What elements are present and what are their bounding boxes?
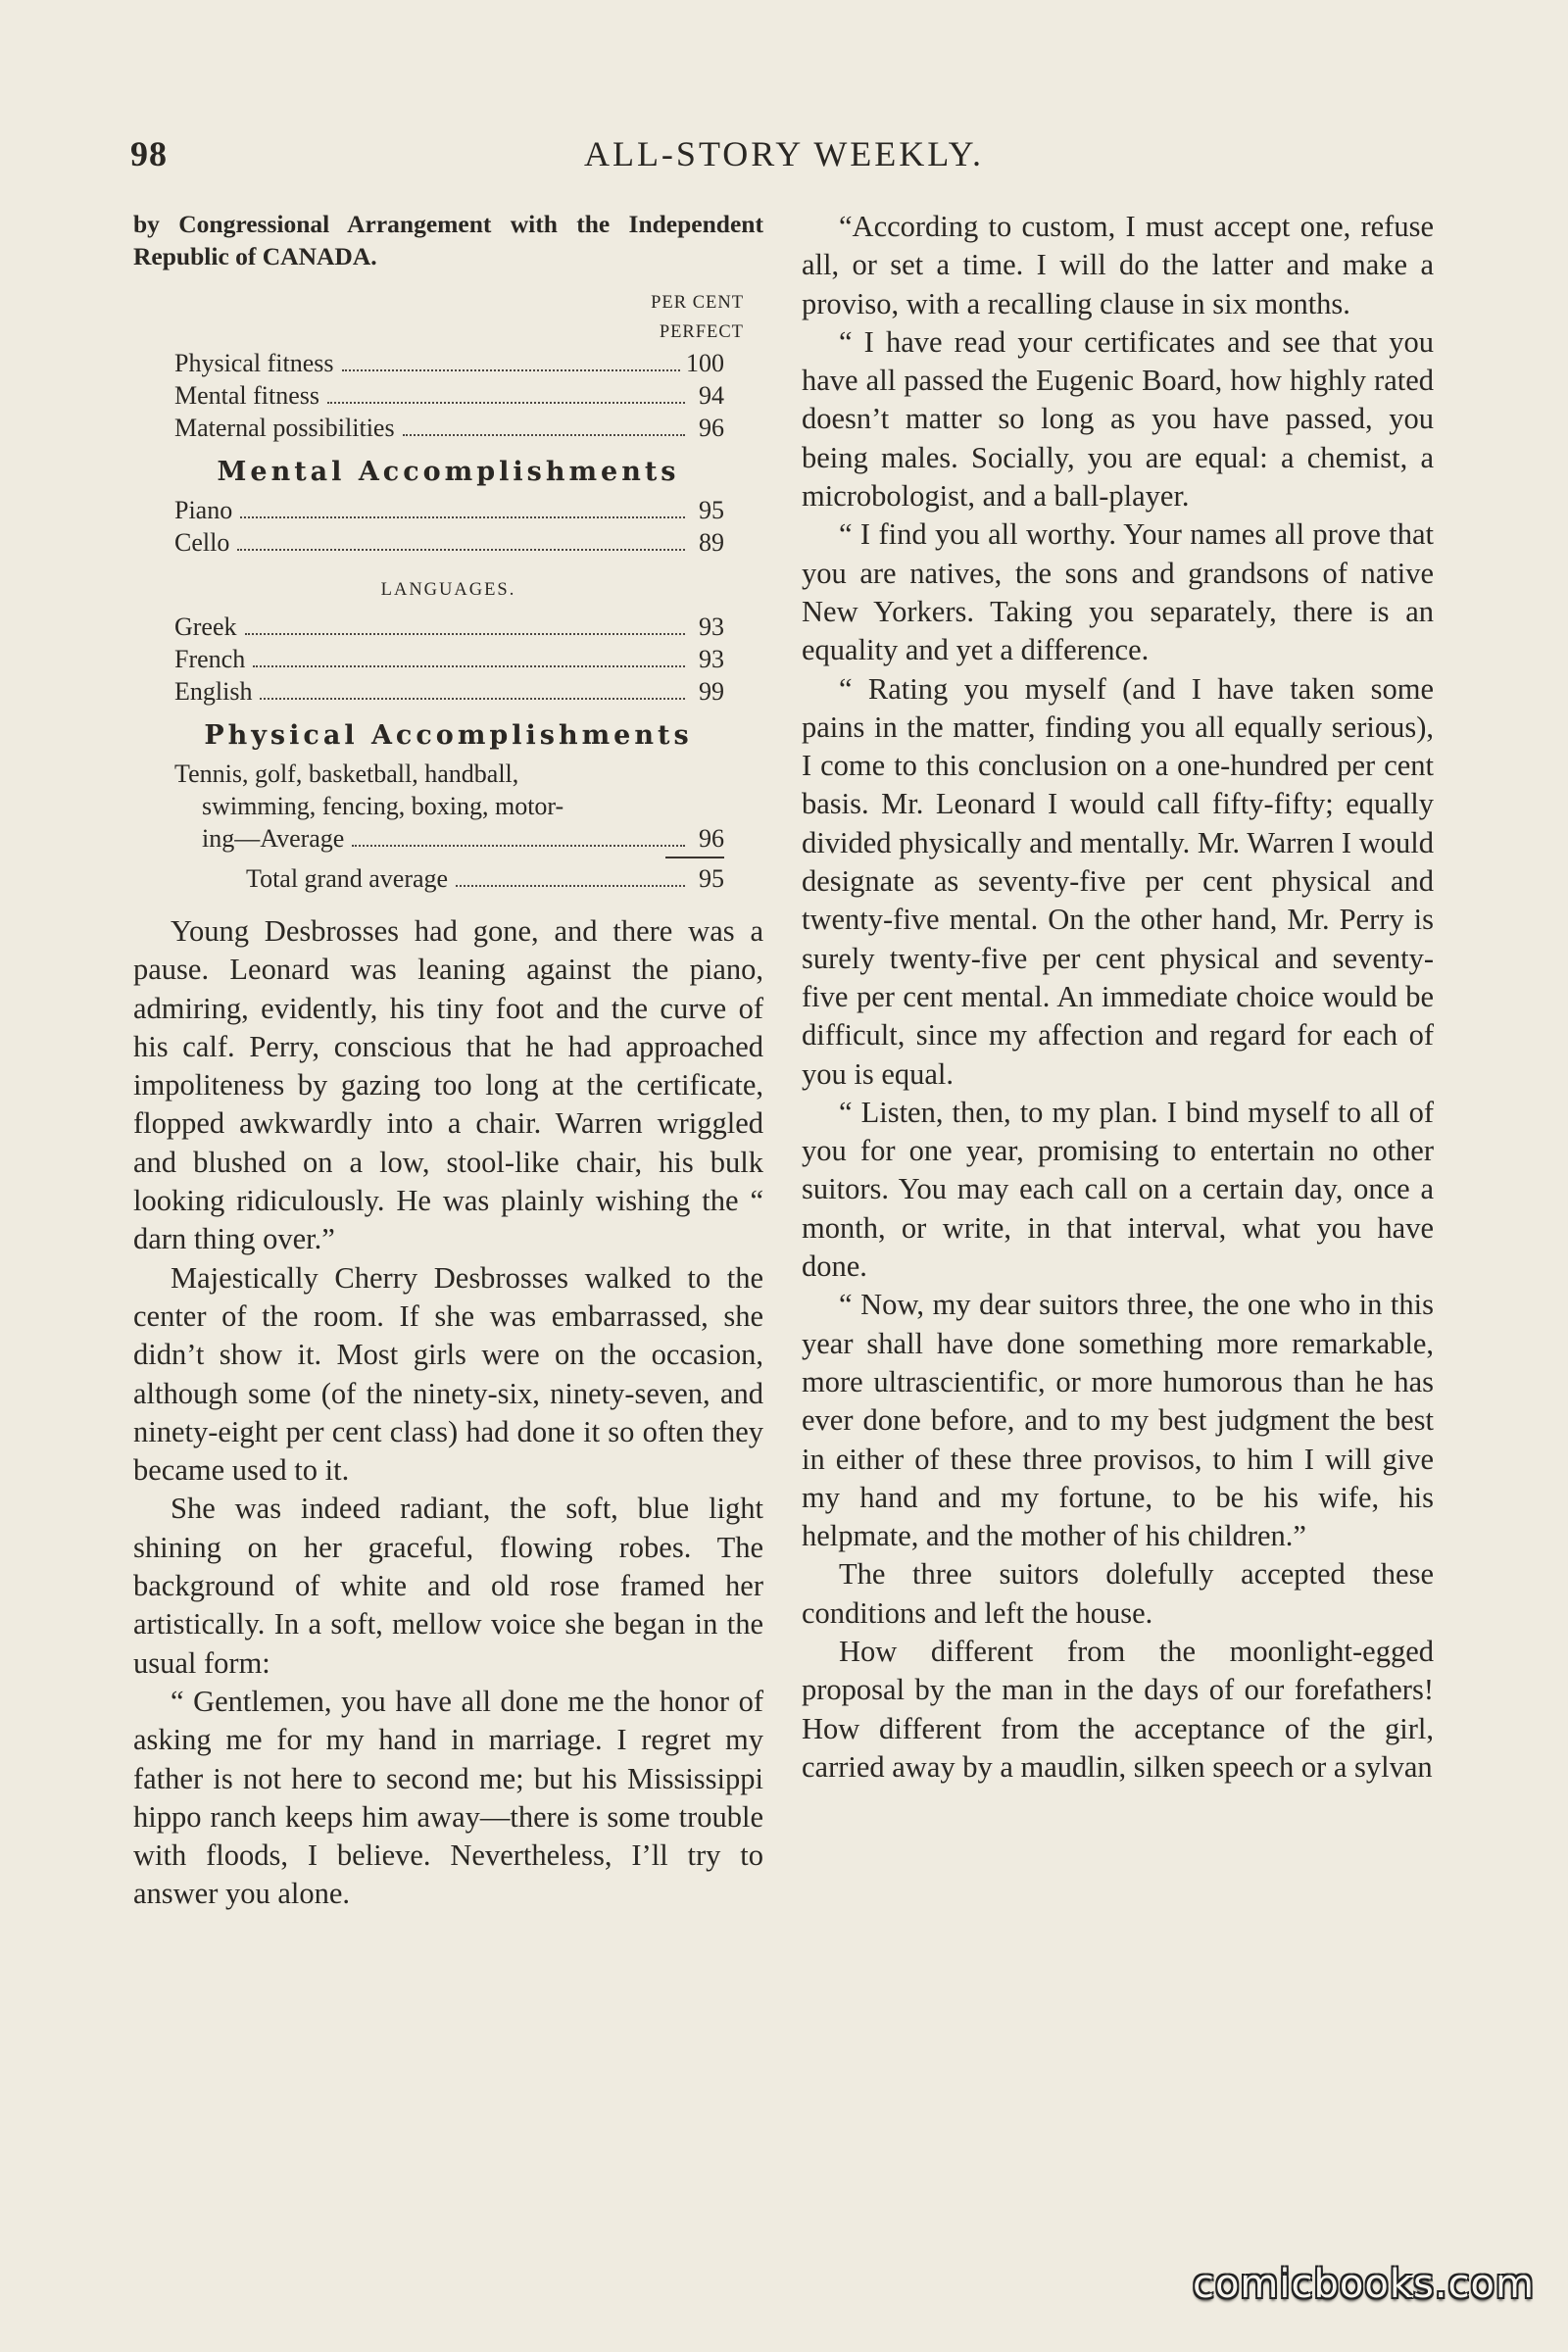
intro-text: by Congressional Arrangement with the Independent Republic of CANADA. (133, 210, 763, 270)
table-header-perfect: PERFECT (659, 322, 744, 342)
table-row: ing—Average 96 (202, 824, 724, 853)
physical-accomplishments-list: Tennis, golf, basketball, handball, swimming, fencing, boxing, motor- (174, 760, 564, 820)
table-row: Maternal possibilities 96 (174, 414, 724, 442)
right-column (802, 208, 1434, 1787)
table-row: French 93 (174, 645, 724, 673)
paragraph: “ Rating you myself (and I have taken some pains in the matter, finding you all equally serious), I come to this conclusion on a one-hundred per cent basis. Mr. Leonard I would call fifty-fifty; equally divided physically and mentally. Mr. Warren I would designate as seventy-five per cent physical and twenty-five mental. On the other hand, Mr. Perry is surely twenty-five per cent physical and seventy-five per cent mental. An immediate choice would be difficult, since my affection and regard for each of you is equal. (802, 671, 1434, 1091)
paragraph: “ I find you all worthy. Your names all prove that you are natives, the sons and grandsons of native New Yorkers. Taking you separately, there is an equality and yet a difference. (802, 517, 1434, 667)
table-header-per-cent: PER CENT (651, 293, 744, 313)
table-row: Greek 93 (174, 612, 724, 641)
table-row: Physical fitness 100 (174, 349, 724, 377)
table-row: Cello 89 (174, 528, 724, 557)
paragraph: “ Now, my dear suitors three, the one who in this year shall have done something more remarkable, more ultrascientific, or more humorous than he has ever done before, and to my best judgment the best in either of these three provisos, to him I will give my hand and my fortune, to be his wife, his helpmate, and the mother of his children.” (802, 1288, 1434, 1553)
languages-heading: LANGUAGES. (380, 580, 516, 600)
total-row: Total grand average 95 (246, 864, 724, 893)
rating-table (133, 288, 763, 895)
mental-accomplishments-heading: Mental Accomplishments (217, 457, 680, 487)
total-rule (665, 857, 724, 858)
paragraph: “ I have read your certificates and see that you have all passed the Eugenic Board, how highly rated doesn’t matter so long as you have passed, you being males. Socially, you are equal: a chemist, a microbologist, and a ball-player. (802, 324, 1434, 514)
physical-accomplishments-heading: Physical Accomplishments (204, 720, 693, 751)
page-number: 98 (130, 134, 168, 173)
paragraph: “ Gentlemen, you have all done me the honor of asking me for my hand in marriage. I regret my father is not here to second me; but his Mississippi hippo ranch keeps him away—there is some trouble with floods, I believe. Nevertheless, I’ll try to answer you alone. (133, 1684, 763, 1911)
running-head: ALL-STORY WEEKLY. (583, 134, 985, 173)
table-row: Piano 95 (174, 496, 724, 524)
paragraph: How different from the moonlight-egged proposal by the man in the days of our forefathers! How different from the acceptance of the girl, carried away by a maudlin, silken speech or a sylvan (802, 1634, 1434, 1784)
table-row: English 99 (174, 677, 724, 706)
watermark: comicbooks.com (1192, 2262, 1535, 2307)
paragraph: “According to custom, I must accept one, refuse all, or set a time. I will do the latter and make a proviso, with a recalling clause in six months. (802, 210, 1434, 320)
left-column (133, 208, 763, 1914)
paragraph: Majestically Cherry Desbrosses walked to the center of the room. If she was embarrassed, she didn’t show it. Most girls were on the occasion, although some (of the ninety-six, ninety-seven, and ninety-eight per cent class) had done it so often they became used to it. (133, 1260, 763, 1488)
table-row: Mental fitness 94 (174, 381, 724, 410)
paragraph: Young Desbrosses had gone, and there was a pause. Leonard was leaning against the piano, admiring, evidently, his tiny foot and the curve of his calf. Perry, conscious that he had approached impoliteness by gazing too long at the certificate, flopped awkwardly into a chair. Warren wriggled and blushed on a low, stool-like chair, his bulk looking ridiculously. He was plainly wishing the “ darn thing over.” (133, 914, 763, 1256)
paragraph: She was indeed radiant, the soft, blue light shining on her graceful, flowing robes. The background of white and old rose framed her artistically. In a soft, mellow voice she began in the usual form: (133, 1492, 763, 1680)
paragraph: “ Listen, then, to my plan. I bind myself to all of you for one year, promising to entertain no other suitors. You may each call on a certain day, once a month, or write, in that interval, what you have done. (802, 1095, 1434, 1284)
paragraph: The three suitors dolefully accepted these conditions and left the house. (802, 1557, 1434, 1630)
